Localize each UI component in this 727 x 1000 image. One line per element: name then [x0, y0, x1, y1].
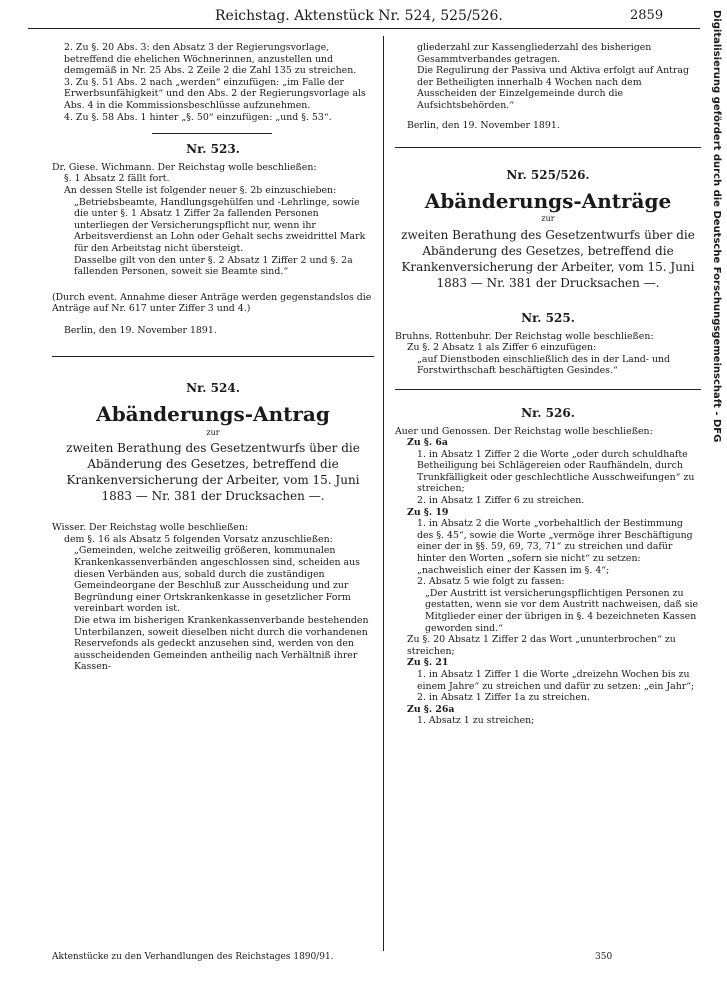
dfg-side-note: Digitalisierung gefördert durch die Deutsche Forschungsgemeinschaft - DFG	[711, 10, 722, 443]
motion-line: Zu §. 2 Absatz 1 als Ziffer 6 einzufügen:	[407, 342, 597, 354]
section-heading-nr525-526: Nr. 525/526.	[506, 168, 590, 183]
list-item: 1. in Absatz 1 Ziffer 1 die Worte „dreizehn Wochen bis zu einem Jahre“ zu streichen und dafür zu setzen: „ein Jahr“;	[417, 668, 695, 692]
list-item: 1. in Absatz 1 Ziffer 2 die Worte „oder durch schuldhafte Betheiligung bei Schlägereien oder Raufhändeln, durch Trunkfälligkeit oder geschlechtliche Ausschweifungen“ zu streichen;	[417, 448, 695, 495]
motion-quote: Die etwa im bisherigen Krankenkassenverbande bestehenden Unterbilanzen, soweit dieselben nicht durch die vorhandenen Reservefonds als gedeckt anzusehen sind, werden von den ausscheidenden Gemeinden antheilig nach Verhältniß ihrer Kassen-	[74, 615, 369, 673]
motion-intro: Auer und Genossen. Der Reichstag wolle beschließen:	[395, 425, 653, 437]
list-item: 2. Absatz 5 wie folgt zu fassen:	[417, 576, 565, 588]
amendment-title: Abänderungs-Anträge	[424, 188, 672, 213]
list-item: 2. in Absatz 1 Ziffer 6 zu streichen.	[417, 495, 585, 507]
paragraph-ref: Zu §. 6a	[407, 437, 448, 449]
section-rule	[152, 133, 272, 134]
section-heading-nr523: Nr. 523.	[186, 142, 240, 157]
motion-line: dem §. 16 als Absatz 5 folgenden Vorsatz anzuschließen:	[64, 533, 333, 545]
continuation-text: gliederzahl zur Kassengliederzahl des bisherigen Gesammtverbandes getragen.	[417, 42, 652, 65]
list-item: 2. Zu §. 20 Abs. 3: den Absatz 3 der Regierungsvorlage, betreffend die ehelichen Wöchnerinnen, anzustellen und demgemäß in Nr. 25 Abs. 2 Zeile 2 die Zahl 135 zu streichen.	[64, 42, 357, 77]
motion-quote: Dasselbe gilt von den unter §. 2 Absatz 1 Ziffer 2 und §. 2a fallenden Personen, soweit sie Beamte sind.“	[74, 254, 353, 278]
motion-quote: „auf Dienstboden einschließlich des in der Land- und Forstwirthschaft beschäftigten Gesindes.“	[417, 353, 671, 377]
motion-quote: „Betriebsbeamte, Handlungsgehülfen und -Lehrlinge, sowie die unter §. 1 Absatz 1 Ziffer 2a fallenden Personen unterliegen der Versicherungspflicht nur, wenn ihr Arbeitsverdienst an Lohn oder Gehalt sechs zweidrittel Mark für den Arbeitstag nicht übersteigt.	[74, 196, 366, 254]
page-number: 2859	[630, 8, 664, 23]
section-rule	[52, 356, 374, 357]
header-rule	[28, 28, 700, 29]
motion-intro: Dr. Giese. Wichmann. Der Reichstag wolle beschließen:	[52, 161, 317, 173]
motion-quote: „Gemeinden, welche zeitweilig größeren, kommunalen Krankenkassenverbänden angeschlossen sind, scheiden aus diesen Verbänden aus, sobald durch die zuständigen Gemeindeorgane der Beschluß zur Ausscheidung und zur Begründung einer Ortskrankenkasse in gesetzlicher Form vereinbart worden ist.	[74, 545, 360, 615]
section-heading-nr525: Nr. 525.	[521, 310, 575, 325]
section-heading-nr526: Nr. 526.	[521, 405, 575, 420]
paragraph-ref: Zu §. 19	[407, 506, 449, 518]
running-header-title: Reichstag. Aktenstück Nr. 524, 525/526.	[215, 8, 503, 24]
continuation-text: Die Regulirung der Passiva und Aktiva erfolgt auf Antrag der Betheiligten innerhalb 4 Wochen nach dem Ausscheiden der Einzelgemeinde durch die Aufsichtsbehörden.“	[417, 65, 689, 111]
motion-intro: Wisser. Der Reichstag wolle beschließen:	[52, 522, 249, 534]
zur-label: zur	[206, 427, 220, 437]
paragraph-ref: Zu §. 20 Absatz 1 Ziffer 2 das Wort „ununterbrochen“ zu streichen;	[407, 634, 676, 657]
right-column	[395, 42, 701, 727]
motion-date: Berlin, den 19. November 1891.	[407, 119, 560, 131]
motion-date: Berlin, den 19. November 1891.	[64, 324, 217, 336]
motion-note: (Durch event. Annahme dieser Anträge werden gegenstandslos die Anträge auf Nr. 617 unter Ziffer 3 und 4.)	[52, 291, 372, 315]
column-divider	[383, 36, 384, 951]
list-item: 4. Zu §. 58 Abs. 1 hinter „§. 50“ einzufügen: „und §. 53“.	[64, 111, 332, 123]
motion-quote: „Der Austritt ist versicherungspflichtigen Personen zu gestatten, wenn sie vor dem Austritt nachweisen, daß sie Mitglieder einer der übrigen in §. 4 bezeichneten Kassen geworden sind.“	[425, 587, 699, 634]
amendment-subtitle: zweiten Berathung des Gesetzentwurfs über die Abänderung des Gesetzes, betreffend die Krankenversicherung der Arbeiter, vom 15. Juni 1883 — Nr. 381 der Drucksachen —.	[66, 441, 360, 504]
section-heading-nr524: Nr. 524.	[186, 381, 240, 396]
amendment-title: Abänderungs-Antrag	[96, 402, 330, 427]
amendment-subtitle: zweiten Berathung des Gesetzentwurfs über die Abänderung des Gesetzes, betreffend die Krankenversicherung der Arbeiter, vom 15. Juni 1883 — Nr. 381 der Drucksachen —.	[401, 227, 695, 290]
paragraph-ref: Zu §. 21	[407, 657, 449, 669]
list-item: 2. in Absatz 1 Ziffer 1a zu streichen.	[417, 692, 590, 704]
left-footer: Aktenstücke zu den Verhandlungen des Reichstages 1890/91.	[52, 952, 334, 962]
section-rule	[395, 147, 701, 148]
left-column	[52, 42, 374, 673]
motion-line: An dessen Stelle ist folgender neuer §. 2b einzuschieben:	[64, 184, 337, 196]
right-footer-number: 350	[595, 952, 613, 962]
list-item: 3. Zu §. 51 Abs. 2 nach „werden“ einzufügen: „im Falle der Erwerbsunfähigkeit“ und den Abs. 2 der Regierungsvorlage als Abs. 4 in die Kommissionsbeschlüsse aufzunehmen.	[64, 76, 366, 111]
paragraph-ref: Zu §. 26a	[407, 703, 455, 715]
section-rule	[395, 389, 701, 390]
zur-label: zur	[541, 214, 555, 224]
motion-line: §. 1 Absatz 2 fällt fort.	[64, 173, 170, 185]
list-item: 1. Absatz 1 zu streichen;	[417, 715, 535, 727]
motion-intro: Bruhns. Rottenbuhr. Der Reichstag wolle beschließen:	[395, 330, 654, 342]
list-item: 1. in Absatz 2 die Worte „vorbehaltlich der Bestimmung des §. 45“, sowie die Worte „vermöge ihrer Beschäftigung einer der in §§. 59, 69, 73, 71“ zu streichen und dafür hinter den Worten „sofern sie nicht“ zu setzen: „nachweislich einer der Kassen im §. 4“;	[417, 518, 693, 576]
